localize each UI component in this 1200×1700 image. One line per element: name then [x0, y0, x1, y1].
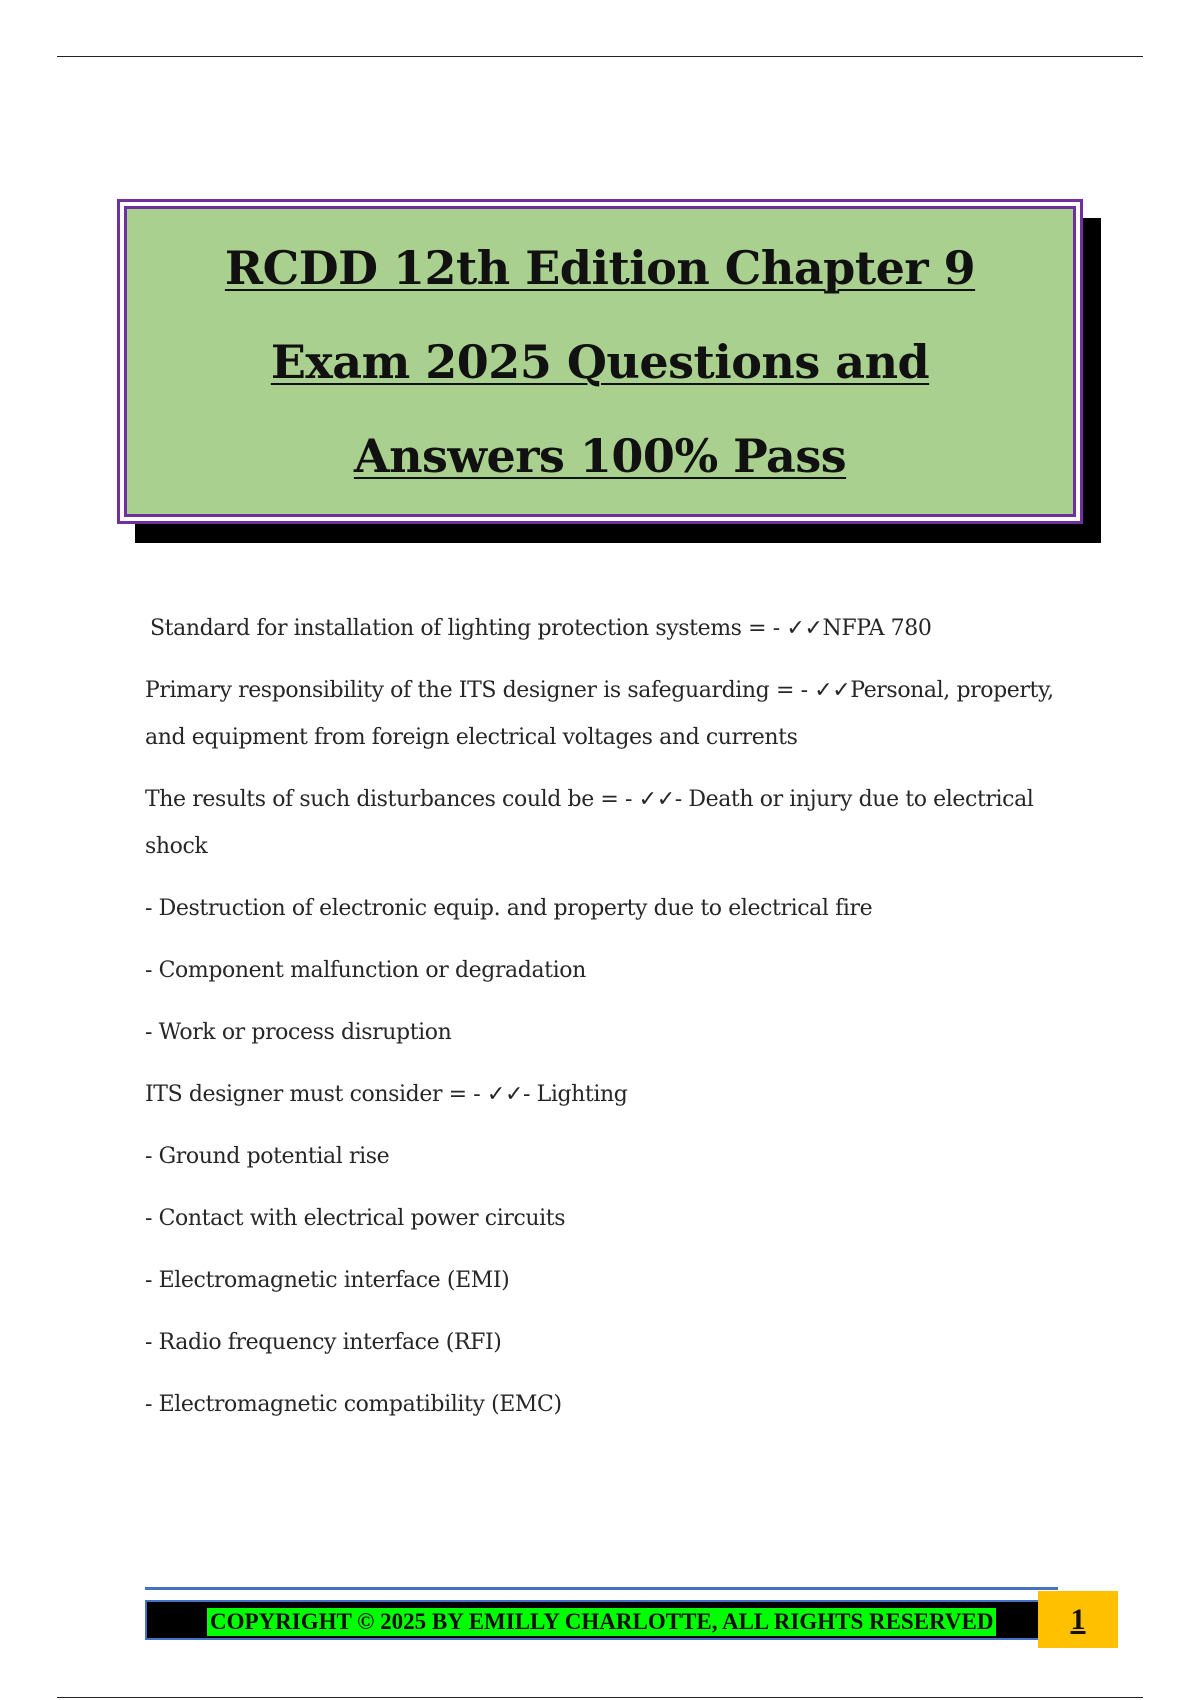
list-item: - Contact with electrical power circuits: [145, 1206, 566, 1231]
copyright-notice: COPYRIGHT © 2025 BY EMILLY CHARLOTTE, ALL RIGHTS RESERVED: [207, 1608, 996, 1636]
paragraph-disturbance-results: The results of such disturbances could be = - ✓✓- Death or injury due to electrical shock: [145, 787, 1034, 859]
footer-bar: [145, 1600, 1058, 1640]
footer-rule: [145, 1587, 1058, 1590]
page-number-badge: [1038, 1591, 1118, 1648]
header-rule: [57, 56, 1143, 57]
list-item: - Destruction of electronic equip. and property due to electrical fire: [145, 896, 873, 921]
document-title: RCDD 12th Edition Chapter 9 Exam 2025 Questions and Answers 100% Pass: [224, 240, 976, 483]
document-body: [145, 605, 1070, 1428]
list-item: - Work or process disruption: [145, 1020, 452, 1045]
title-box: [117, 199, 1083, 524]
paragraph-lightning-standard: Standard for installation of lighting protection systems = - ✓✓NFPA 780: [150, 616, 932, 641]
paragraph-designer-considerations: ITS designer must consider = - ✓✓- Lighting: [145, 1082, 628, 1107]
bottom-rule: [57, 1697, 1143, 1698]
list-item: - Ground potential rise: [145, 1144, 390, 1169]
list-item: - Component malfunction or degradation: [145, 958, 586, 983]
paragraph-designer-responsibility: Primary responsibility of the ITS designer is safeguarding = - ✓✓Personal, property, and equipment from foreign electrical voltages and currents: [145, 678, 1054, 750]
list-item: - Electromagnetic compatibility (EMC): [145, 1392, 562, 1417]
title-box-inner: [124, 206, 1076, 517]
page-number: 1: [1070, 1602, 1086, 1636]
list-item: - Electromagnetic interface (EMI): [145, 1268, 510, 1293]
list-item: - Radio frequency interface (RFI): [145, 1330, 502, 1355]
